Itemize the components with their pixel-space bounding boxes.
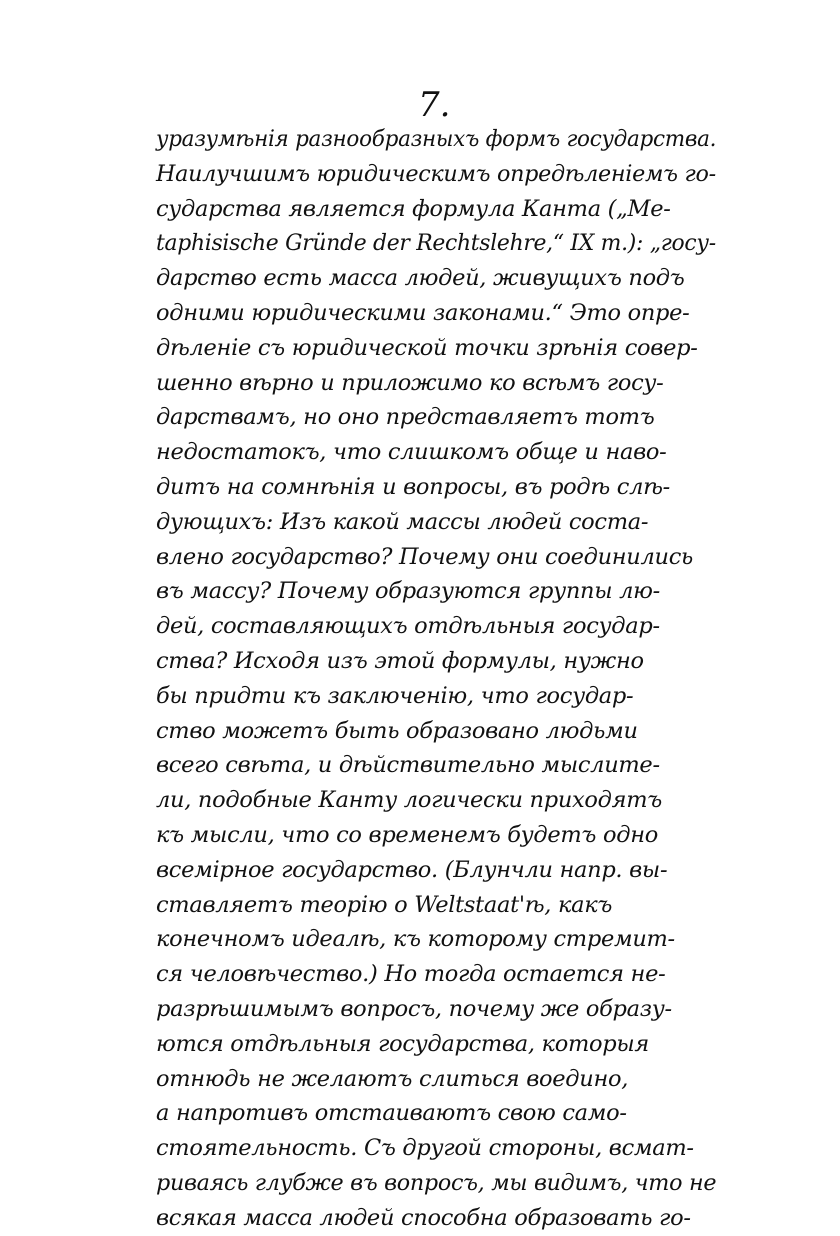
text-line: шенно вѣрно и приложимо ко всѣмъ госу- bbox=[156, 369, 664, 396]
text-line: влено государство? Почему они соединились bbox=[156, 543, 693, 570]
text-line: ся человѣчество.) Но тогда остается не- bbox=[156, 961, 666, 988]
text-line: одними юридическими законами.“ Это опре- bbox=[156, 299, 690, 326]
text-line: дующихъ: Изъ какой массы людей соста- bbox=[156, 508, 649, 535]
text-line: стоятельность. Съ другой стороны, всмат- bbox=[156, 1135, 694, 1162]
text-line: taphisische Gründe der Rechtslehre,“ IX т.): „госу- bbox=[156, 230, 716, 257]
text-line: дѣленіе съ юридической точки зрѣнія совер- bbox=[156, 334, 698, 361]
text-line: дитъ на сомнѣнія и вопросы, въ родѣ слѣ- bbox=[156, 473, 670, 500]
page-number: 7. bbox=[418, 85, 451, 125]
text-line: недостатокъ, что слишкомъ обще и наво- bbox=[156, 439, 667, 466]
text-line: всемірное государство. (Блунчли напр. вы- bbox=[156, 856, 668, 883]
text-line: отнюдь не желаютъ слиться воедино, bbox=[156, 1065, 629, 1092]
handwritten-text-block bbox=[156, 122, 716, 1236]
text-line: риваясь глубже въ вопросъ, мы видимъ, что не bbox=[156, 1169, 717, 1196]
text-line: къ мысли, что со временемъ будетъ одно bbox=[156, 821, 658, 848]
text-line: въ массу? Почему образуются группы лю- bbox=[156, 578, 660, 605]
text-line: дей, составляющихъ отдѣльныя государ- bbox=[156, 613, 660, 640]
text-line: дарство есть масса людей, живущихъ подъ bbox=[156, 265, 685, 292]
text-line: сударства является формула Канта („Me- bbox=[156, 195, 671, 222]
text-line: ются отдѣльныя государства, которыя bbox=[156, 1030, 649, 1057]
text-line: Наилучшимъ юридическимъ опредѣленіемъ го- bbox=[156, 160, 716, 187]
text-line: всего свѣта, и дѣйствительно мыслите- bbox=[156, 752, 660, 779]
text-line: ставляетъ теорію о Weltstaat'ѣ, какъ bbox=[156, 891, 613, 918]
text-line: дарствамъ, но оно представляетъ тотъ bbox=[156, 404, 655, 431]
text-line: ства? Исходя изъ этой формулы, нужно bbox=[156, 647, 644, 674]
text-line: бы придти къ заключенію, что государ- bbox=[156, 682, 634, 709]
text-line: ли, подобные Канту логически приходятъ bbox=[156, 787, 662, 814]
text-line: всякая масса людей способна образовать го- bbox=[156, 1204, 691, 1231]
text-line: ство можетъ быть образовано людьми bbox=[156, 717, 638, 744]
text-line: уразумѣнія разнообразныхъ формъ государства. bbox=[156, 126, 717, 152]
text-line: разрѣшимымъ вопросъ, почему же образу- bbox=[156, 995, 672, 1022]
text-line: конечномъ идеалѣ, къ которому стремит- bbox=[156, 926, 675, 953]
text-line: а напротивъ отстаиваютъ свою само- bbox=[156, 1100, 627, 1127]
